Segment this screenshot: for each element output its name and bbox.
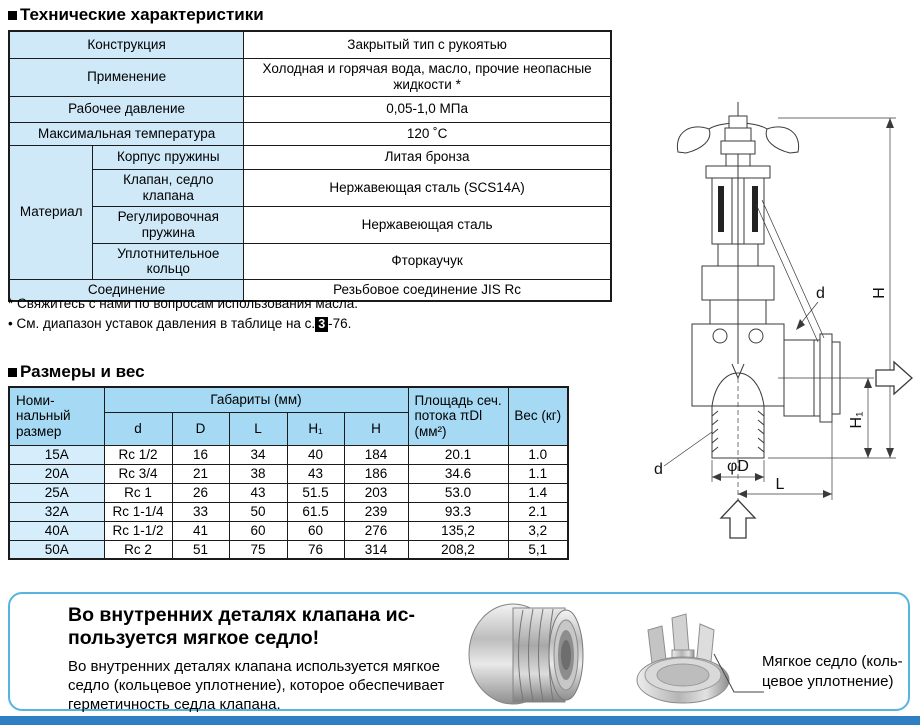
- cell-H: 276: [344, 521, 408, 540]
- cell-weight: 5,1: [508, 540, 568, 559]
- flow-in-arrow-icon: [721, 500, 755, 538]
- cell-size: 32A: [9, 502, 104, 521]
- valve-section-drawing: [628, 100, 918, 578]
- spec-value: Фторкаучук: [244, 243, 611, 279]
- table-row: [9, 145, 611, 169]
- soft-seat-photo-label: [762, 652, 903, 691]
- spec-label: Клапан, седло клапана: [93, 169, 244, 206]
- spec-label: Применение: [9, 58, 244, 96]
- cell-size: 15A: [9, 445, 104, 464]
- cell-L: 34: [229, 445, 287, 464]
- cell-H1: 40: [287, 445, 344, 464]
- callout-title-line: пользуется мягкое седло!: [68, 627, 320, 650]
- photo-label-leader-line: [710, 644, 766, 700]
- col-d: d: [104, 412, 172, 445]
- spec-value: Резьбовое соединение JIS Rc: [244, 279, 611, 301]
- footnote-oil: * Свяжитесь с нами по вопросам использования масла.: [8, 296, 359, 311]
- section-bullet-icon: [8, 368, 17, 377]
- cell-L: 43: [229, 483, 287, 502]
- section-bullet-icon: [8, 11, 17, 20]
- dim-L-label: L: [775, 476, 785, 493]
- dims-section-title: [8, 362, 145, 382]
- cell-d: Rc 1-1/4: [104, 502, 172, 521]
- cell-weight: 1.4: [508, 483, 568, 502]
- col-L: L: [229, 412, 287, 445]
- cell-weight: 1.0: [508, 445, 568, 464]
- col-D: D: [172, 412, 229, 445]
- col-weight: Вес (кг): [508, 387, 568, 445]
- cell-H: 239: [344, 502, 408, 521]
- spec-value: Закрытый тип с рукоятью: [244, 31, 611, 58]
- cell-H1: 43: [287, 464, 344, 483]
- page-footer-bar: [0, 716, 920, 725]
- cell-area: 53.0: [408, 483, 508, 502]
- tech-section-title-text: Технические характеристики: [20, 5, 264, 24]
- handwheel-icon: [677, 127, 709, 153]
- cell-H1: 61.5: [287, 502, 344, 521]
- dims-section-title-text: Размеры и вес: [20, 362, 145, 381]
- dim-H1-label: H₁: [848, 411, 865, 429]
- cell-d: Rc 3/4: [104, 464, 172, 483]
- cell-size: 40A: [9, 521, 104, 540]
- table-row: [9, 243, 611, 279]
- valve-body-photo: [465, 598, 617, 710]
- spec-label: Конструкция: [9, 31, 244, 58]
- spec-value: Нержавеющая сталь: [244, 206, 611, 243]
- col-H1: H₁: [287, 412, 344, 445]
- spec-value: Холодная и горячая вода, масло, прочие неопасные жидкости *: [244, 58, 611, 96]
- spec-value: Литая бронза: [244, 145, 611, 169]
- photo-label-line: Мягкое седло (коль-: [762, 653, 903, 670]
- cell-H1: 76: [287, 540, 344, 559]
- cell-area: 135,2: [408, 521, 508, 540]
- footnote-pressure-range: [8, 314, 358, 334]
- cell-L: 38: [229, 464, 287, 483]
- cell-area: 20.1: [408, 445, 508, 464]
- cell-size: 25A: [9, 483, 104, 502]
- cell-area: 208,2: [408, 540, 508, 559]
- spec-label: Рабочее давление: [9, 96, 244, 122]
- cell-L: 75: [229, 540, 287, 559]
- table-row: [9, 169, 611, 206]
- spec-label: Корпус пружины: [93, 145, 244, 169]
- table-row: [9, 445, 568, 464]
- cell-weight: 2.1: [508, 502, 568, 521]
- cell-size: 50A: [9, 540, 104, 559]
- spec-label: Регулировочная пружина: [93, 206, 244, 243]
- table-row: [9, 31, 611, 58]
- dim-d-top-label: d: [816, 285, 825, 302]
- cell-d: Rc 1-1/2: [104, 521, 172, 540]
- cell-D: 51: [172, 540, 229, 559]
- dim-phiD-label: φD: [727, 458, 749, 475]
- table-row: [9, 58, 611, 96]
- dim-H-label: H: [871, 287, 888, 299]
- table-row: [9, 502, 568, 521]
- soft-seat-callout: [8, 592, 910, 714]
- col-H: H: [344, 412, 408, 445]
- footnotes: [8, 294, 358, 335]
- dim-d-bottom-label: d: [654, 461, 663, 478]
- cell-area: 93.3: [408, 502, 508, 521]
- spec-label: Уплотнительное кольцо: [93, 243, 244, 279]
- table-row: [9, 96, 611, 122]
- cell-H1: 60: [287, 521, 344, 540]
- cell-D: 33: [172, 502, 229, 521]
- flow-out-arrow-icon: [876, 362, 912, 394]
- table-row: [9, 483, 568, 502]
- table-row: [9, 464, 568, 483]
- cell-size: 20A: [9, 464, 104, 483]
- cell-L: 60: [229, 521, 287, 540]
- spec-value: 0,05-1,0 МПа: [244, 96, 611, 122]
- table-header-row: [9, 387, 568, 412]
- spec-value: 120 ˚C: [244, 122, 611, 145]
- spec-value: Нержавеющая сталь (SCS14A): [244, 169, 611, 206]
- table-row: [9, 540, 568, 559]
- footnote-text: • См. диапазон уставок давления в таблице на с.: [8, 316, 316, 332]
- callout-text: [68, 604, 468, 714]
- cell-d: Rc 1: [104, 483, 172, 502]
- col-nominal-size: Номи-нальный размер: [9, 387, 104, 445]
- page-number-badge: 3: [315, 317, 328, 332]
- tech-section-title: [8, 5, 264, 25]
- footnote-text: -76.: [328, 316, 352, 332]
- cell-d: Rc 1/2: [104, 445, 172, 464]
- material-group-label: Материал: [9, 145, 93, 279]
- table-row: [9, 206, 611, 243]
- cell-H: 184: [344, 445, 408, 464]
- cell-D: 16: [172, 445, 229, 464]
- cell-weight: 3,2: [508, 521, 568, 540]
- photo-label-line: цевое уплотнение): [762, 672, 894, 690]
- col-overall-dims: Габариты (мм): [104, 387, 408, 412]
- dimensions-table: [8, 386, 569, 560]
- spec-label: Максимальная температура: [9, 122, 244, 145]
- cell-D: 26: [172, 483, 229, 502]
- cell-d: Rc 2: [104, 540, 172, 559]
- cell-D: 41: [172, 521, 229, 540]
- callout-title: [68, 604, 468, 651]
- cell-H1: 51.5: [287, 483, 344, 502]
- cell-D: 21: [172, 464, 229, 483]
- table-row: [9, 122, 611, 145]
- tech-specs-table: [8, 30, 612, 302]
- cell-area: 34.6: [408, 464, 508, 483]
- callout-title-line: Во внутренних деталях клапана ис-: [68, 604, 415, 626]
- table-row: [9, 521, 568, 540]
- cell-H: 314: [344, 540, 408, 559]
- cell-H: 186: [344, 464, 408, 483]
- col-flow-area: Площадь сеч. потока πDl (мм²): [408, 387, 508, 445]
- callout-body: Во внутренних деталях клапана используется мягкое седло (кольцевое уплотнение), которое обеспечивает герметичность седла клапана.: [68, 657, 445, 714]
- spec-label: Соединение: [9, 279, 244, 301]
- cell-H: 203: [344, 483, 408, 502]
- cell-weight: 1.1: [508, 464, 568, 483]
- cell-L: 50: [229, 502, 287, 521]
